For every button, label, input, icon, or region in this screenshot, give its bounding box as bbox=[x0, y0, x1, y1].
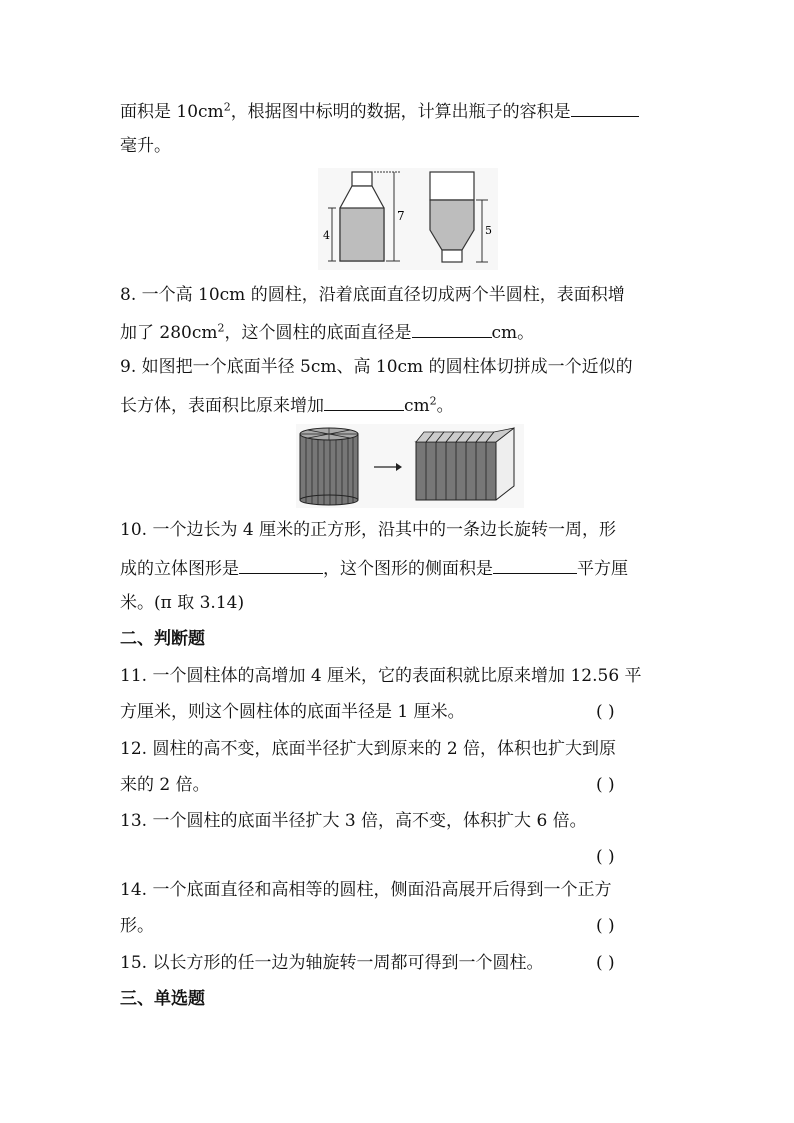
q10-line2 bbox=[120, 557, 628, 579]
q10-line3: 米。(π 取 3.14) bbox=[120, 593, 245, 613]
q13-answer-paren[interactable]: ( ) bbox=[596, 847, 615, 867]
q11-line2: 方厘米，则这个圆柱体的底面半径是 1 厘米。 bbox=[120, 702, 465, 722]
q7-text-a: 面积是 10cm bbox=[120, 102, 224, 122]
q10-text-b: ，这个图形的侧面积是 bbox=[323, 559, 493, 579]
q10-line1: 10. 一个边长为 4 厘米的正方形，沿其中的一条边长旋转一周，形 bbox=[120, 520, 617, 540]
fig-label-4: 4 bbox=[323, 229, 330, 242]
q9-line1: 9. 如图把一个底面半径 5cm、高 10cm 的圆柱体切拼成一个近似的 bbox=[120, 357, 633, 377]
q11-answer-paren[interactable]: ( ) bbox=[596, 702, 615, 722]
q10-answer-blank-2[interactable] bbox=[493, 557, 577, 574]
q13-line1: 13. 一个圆柱的底面半径扩大 3 倍，高不变，体积扩大 6 倍。 bbox=[120, 811, 587, 831]
fig-label-7: 7 bbox=[397, 209, 405, 223]
q9-sup: 2 bbox=[429, 394, 437, 408]
q14-line2: 形。 bbox=[120, 916, 154, 936]
section-3-heading: 三、单选题 bbox=[120, 989, 205, 1009]
q12-answer-paren[interactable]: ( ) bbox=[596, 775, 615, 795]
q8-text-a: 加了 280cm bbox=[120, 323, 218, 343]
q8-answer-blank[interactable] bbox=[412, 321, 492, 338]
q8-sup: 2 bbox=[217, 321, 225, 335]
q10-text-c: 平方厘 bbox=[577, 559, 628, 579]
q8-text-b: ，这个圆柱的底面直径是 bbox=[224, 323, 412, 343]
q14-answer-paren[interactable]: ( ) bbox=[596, 916, 615, 936]
q14-line1: 14. 一个底面直径和高相等的圆柱，侧面沿高展开后得到一个正方 bbox=[120, 880, 612, 900]
fig-label-5: 5 bbox=[485, 224, 492, 237]
q9-line2 bbox=[120, 394, 454, 416]
q7-sup: 2 bbox=[223, 100, 231, 114]
cylinder-to-cuboid-figure bbox=[296, 424, 524, 508]
q8-text-c: cm。 bbox=[491, 323, 535, 343]
q15-line1: 15. 以长方形的任一边为轴旋转一周都可得到一个圆柱。 bbox=[120, 953, 544, 973]
q7-line2: 毫升。 bbox=[120, 136, 171, 156]
q8-line2 bbox=[120, 321, 534, 343]
q15-answer-paren[interactable]: ( ) bbox=[596, 953, 615, 973]
q11-line1: 11. 一个圆柱体的高增加 4 厘米，它的表面积就比原来增加 12.56 平 bbox=[120, 666, 642, 686]
q10-text-a: 成的立体图形是 bbox=[120, 559, 239, 579]
q9-text-b: cm bbox=[404, 396, 430, 416]
q7-text-b: ，根据图中标明的数据，计算出瓶子的容积是 bbox=[230, 102, 571, 122]
q12-line2: 来的 2 倍。 bbox=[120, 775, 210, 795]
q7-line1 bbox=[120, 100, 639, 122]
q12-line1: 12. 圆柱的高不变，底面半径扩大到原来的 2 倍，体积也扩大到原 bbox=[120, 739, 617, 759]
q8-line1: 8. 一个高 10cm 的圆柱，沿着底面直径切成两个半圆柱，表面积增 bbox=[120, 285, 625, 305]
bottle-figure bbox=[318, 168, 498, 270]
q10-answer-blank-1[interactable] bbox=[239, 557, 323, 574]
q9-text-a: 长方体，表面积比原来增加 bbox=[120, 396, 324, 416]
section-2-heading: 二、判断题 bbox=[120, 629, 205, 649]
q7-answer-blank[interactable] bbox=[571, 100, 639, 117]
q9-answer-blank[interactable] bbox=[324, 394, 404, 411]
q9-text-c: 。 bbox=[436, 396, 454, 416]
